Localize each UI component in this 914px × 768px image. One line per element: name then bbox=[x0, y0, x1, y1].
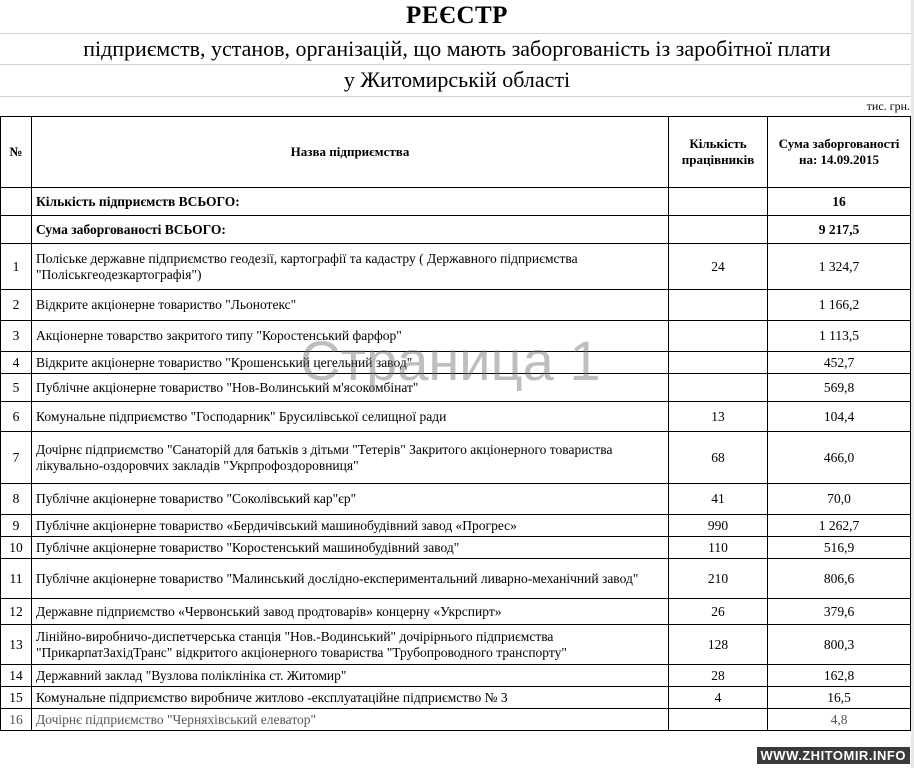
header-name: Назва підприємства bbox=[32, 117, 669, 188]
row-sum: 466,0 bbox=[768, 432, 911, 484]
row-num: 15 bbox=[1, 687, 32, 709]
row-count bbox=[669, 290, 768, 321]
header-sum: Сума заборгованості на: 14.09.2015 bbox=[768, 117, 911, 188]
row-name: Державне підприємство «Червонський завод продтоварів» концерну «Укрспирт» bbox=[32, 599, 669, 625]
divider bbox=[0, 96, 914, 97]
table-row bbox=[1, 665, 911, 687]
row-count: 24 bbox=[669, 244, 768, 290]
row-name: Публічне акціонерне товариство "Соколівський кар"єр" bbox=[32, 484, 669, 515]
row-name: Публічне акціонерне товариство "Малинський дослідно-експериментальний ливарно-механічний завод" bbox=[32, 559, 669, 599]
divider bbox=[0, 33, 914, 34]
header-count: Кількість працівників bbox=[669, 117, 768, 188]
site-watermark: WWW.ZHITOMIR.INFO bbox=[757, 747, 910, 764]
row-count: 68 bbox=[669, 432, 768, 484]
total-sum-row bbox=[1, 216, 911, 244]
table-row bbox=[1, 374, 911, 402]
divider bbox=[0, 64, 914, 65]
table-row bbox=[1, 432, 911, 484]
document-subtitle-2: у Житомирській області bbox=[343, 67, 571, 92]
row-name: Дочірнє підприємство "Черняхівський елеватор" bbox=[32, 709, 669, 731]
row-name: Поліське державне підприємство геодезії, картографії та кадастру ( Державного підприємства "Поліськгеодезкартографія") bbox=[32, 244, 669, 290]
row-sum: 569,8 bbox=[768, 374, 911, 402]
row-num: 4 bbox=[1, 352, 32, 374]
table-row bbox=[1, 625, 911, 665]
row-name: Публічне акціонерне товариство "Коростенський машинобудівний завод" bbox=[32, 537, 669, 559]
total-count-row bbox=[1, 188, 911, 216]
row-count bbox=[669, 709, 768, 731]
table-row bbox=[1, 290, 911, 321]
table-row bbox=[1, 402, 911, 432]
document-title: РЕЄСТР bbox=[406, 2, 508, 29]
row-sum: 1 166,2 bbox=[768, 290, 911, 321]
row-name: Комунальне підприємство виробниче житлово -експлуатаційне підприємство № 3 bbox=[32, 687, 669, 709]
row-count: 110 bbox=[669, 537, 768, 559]
row-count: 4 bbox=[669, 687, 768, 709]
row-name: Відкрите акціонерне товариство "Крошенський цегельний завод" bbox=[32, 352, 669, 374]
row-sum: 4,8 bbox=[768, 709, 911, 731]
row-num: 12 bbox=[1, 599, 32, 625]
table-header-row bbox=[1, 117, 911, 188]
table-row bbox=[1, 709, 911, 731]
row-num: 10 bbox=[1, 537, 32, 559]
row-sum: 806,6 bbox=[768, 559, 911, 599]
row-sum: 1 324,7 bbox=[768, 244, 911, 290]
row-sum: 379,6 bbox=[768, 599, 911, 625]
row-num: 9 bbox=[1, 515, 32, 537]
table-row bbox=[1, 352, 911, 374]
row-count bbox=[669, 352, 768, 374]
row-num: 14 bbox=[1, 665, 32, 687]
row-count: 128 bbox=[669, 625, 768, 665]
row-name: Відкрите акціонерне товариство "Льонотекс" bbox=[32, 290, 669, 321]
registry-rows bbox=[1, 244, 911, 731]
row-count: 210 bbox=[669, 559, 768, 599]
page-watermark: Страница 1 bbox=[300, 329, 601, 392]
total-sum-label: Сума заборгованості ВСЬОГО: bbox=[32, 216, 669, 244]
row-num: 1 bbox=[1, 244, 32, 290]
row-num: 7 bbox=[1, 432, 32, 484]
row-count: 28 bbox=[669, 665, 768, 687]
row-sum: 16,5 bbox=[768, 687, 911, 709]
registry-table bbox=[0, 116, 911, 731]
row-count: 990 bbox=[669, 515, 768, 537]
document-subtitle-1: підприємств, установ, організацій, що мають заборгованість із заробітної плати bbox=[83, 36, 831, 61]
table-row bbox=[1, 244, 911, 290]
row-num: 2 bbox=[1, 290, 32, 321]
row-count bbox=[669, 321, 768, 352]
table-row bbox=[1, 559, 911, 599]
row-sum: 452,7 bbox=[768, 352, 911, 374]
table-row bbox=[1, 537, 911, 559]
total-sum-value: 9 217,5 bbox=[768, 216, 911, 244]
row-name: Дочірнє підприємство "Санаторій для батьків з дітьми "Тетерів" Закритого акціонерного товариства лікувально-оздоровчих закладів "Укрпрофоздоровниця" bbox=[32, 432, 669, 484]
row-name: Публічне акціонерне товариство "Нов-Волинський м'ясокомбінат" bbox=[32, 374, 669, 402]
row-sum: 104,4 bbox=[768, 402, 911, 432]
row-sum: 1 262,7 bbox=[768, 515, 911, 537]
table-row bbox=[1, 599, 911, 625]
row-name: Державний заклад "Вузлова поліклініка ст. Житомир" bbox=[32, 665, 669, 687]
row-sum: 1 113,5 bbox=[768, 321, 911, 352]
total-count-value: 16 bbox=[768, 188, 911, 216]
row-num: 6 bbox=[1, 402, 32, 432]
row-sum: 70,0 bbox=[768, 484, 911, 515]
row-sum: 800,3 bbox=[768, 625, 911, 665]
row-name: Публічне акціонерне товариство «Бердичівський машинобудівний завод «Прогрес» bbox=[32, 515, 669, 537]
unit-label: тис. грн. bbox=[866, 99, 910, 113]
row-num: 8 bbox=[1, 484, 32, 515]
row-num: 5 bbox=[1, 374, 32, 402]
table-row bbox=[1, 321, 911, 352]
row-name: Акціонерне товарство закритого типу "Коростенський фарфор" bbox=[32, 321, 669, 352]
row-sum: 516,9 bbox=[768, 537, 911, 559]
row-name: Лінійно-виробничо-диспетчерська станція "Нов.-Водинський" дочірірнього підприємства "ПрикарпатЗахідТранс" відкритого акціонерного товариства "Трубопроводного транспорту" bbox=[32, 625, 669, 665]
row-count: 26 bbox=[669, 599, 768, 625]
row-num: 16 bbox=[1, 709, 32, 731]
table-row bbox=[1, 484, 911, 515]
row-count: 13 bbox=[669, 402, 768, 432]
table-row bbox=[1, 515, 911, 537]
total-count-label: Кількість підприємств ВСЬОГО: bbox=[32, 188, 669, 216]
table-row bbox=[1, 687, 911, 709]
row-name: Комунальне підприємство "Господарник" Брусилівської селищної ради bbox=[32, 402, 669, 432]
header-num: № bbox=[1, 117, 32, 188]
row-sum: 162,8 bbox=[768, 665, 911, 687]
row-num: 3 bbox=[1, 321, 32, 352]
row-count bbox=[669, 374, 768, 402]
row-num: 11 bbox=[1, 559, 32, 599]
row-count: 41 bbox=[669, 484, 768, 515]
row-num: 13 bbox=[1, 625, 32, 665]
